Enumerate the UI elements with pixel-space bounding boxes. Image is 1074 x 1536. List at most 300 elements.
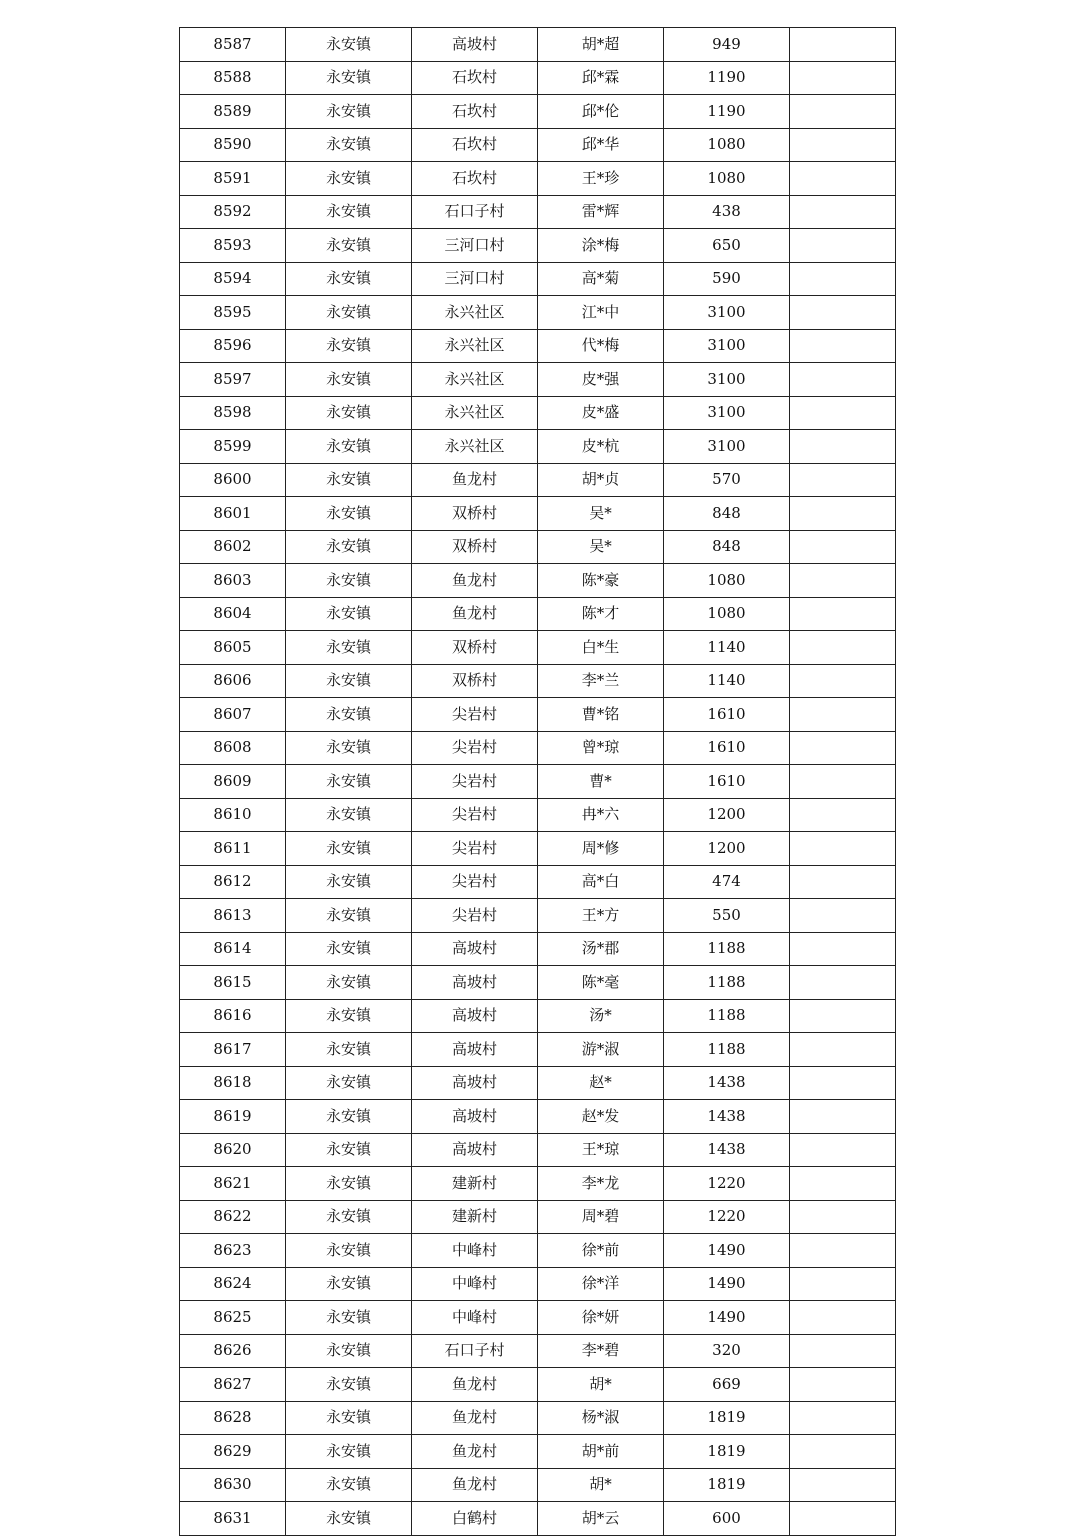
serial-number-cell: 8605 <box>180 631 286 665</box>
village-cell: 鱼龙村 <box>412 1401 538 1435</box>
serial-number-cell: 8606 <box>180 664 286 698</box>
village-cell: 高坡村 <box>412 28 538 62</box>
remark-cell <box>790 899 896 933</box>
serial-number-cell: 8607 <box>180 698 286 732</box>
village-cell: 石口子村 <box>412 195 538 229</box>
name-cell: 陈*才 <box>538 597 664 631</box>
town-cell: 永安镇 <box>286 1200 412 1234</box>
town-cell: 永安镇 <box>286 1468 412 1502</box>
amount-cell: 1200 <box>664 832 790 866</box>
town-cell: 永安镇 <box>286 195 412 229</box>
table-row <box>180 664 896 698</box>
village-cell: 建新村 <box>412 1200 538 1234</box>
remark-cell <box>790 1133 896 1167</box>
remark-cell <box>790 463 896 497</box>
serial-number-cell: 8601 <box>180 497 286 531</box>
remark-cell <box>790 664 896 698</box>
table-row <box>180 1033 896 1067</box>
village-cell: 尖岩村 <box>412 698 538 732</box>
name-cell: 曾*琼 <box>538 731 664 765</box>
name-cell: 汤*郡 <box>538 932 664 966</box>
serial-number-cell: 8611 <box>180 832 286 866</box>
table-row <box>180 899 896 933</box>
village-cell: 石坎村 <box>412 95 538 129</box>
serial-number-cell: 8622 <box>180 1200 286 1234</box>
table-row <box>180 765 896 799</box>
village-cell: 中峰村 <box>412 1267 538 1301</box>
name-cell: 胡*前 <box>538 1435 664 1469</box>
village-cell: 尖岩村 <box>412 899 538 933</box>
table-row <box>180 430 896 464</box>
village-cell: 双桥村 <box>412 530 538 564</box>
name-cell: 曹*铭 <box>538 698 664 732</box>
amount-cell: 1190 <box>664 61 790 95</box>
table-row <box>180 1234 896 1268</box>
serial-number-cell: 8629 <box>180 1435 286 1469</box>
remark-cell <box>790 1334 896 1368</box>
village-cell: 永兴社区 <box>412 329 538 363</box>
serial-number-cell: 8613 <box>180 899 286 933</box>
name-cell: 胡* <box>538 1468 664 1502</box>
amount-cell: 1140 <box>664 631 790 665</box>
town-cell: 永安镇 <box>286 229 412 263</box>
name-cell: 周*修 <box>538 832 664 866</box>
serial-number-cell: 8591 <box>180 162 286 196</box>
town-cell: 永安镇 <box>286 865 412 899</box>
name-cell: 吴* <box>538 497 664 531</box>
village-cell: 永兴社区 <box>412 430 538 464</box>
remark-cell <box>790 262 896 296</box>
table-row <box>180 162 896 196</box>
remark-cell <box>790 1502 896 1536</box>
village-cell: 鱼龙村 <box>412 1468 538 1502</box>
remark-cell <box>790 61 896 95</box>
amount-cell: 1610 <box>664 731 790 765</box>
amount-cell: 1188 <box>664 1033 790 1067</box>
village-cell: 石坎村 <box>412 162 538 196</box>
amount-cell: 3100 <box>664 296 790 330</box>
table-row <box>180 631 896 665</box>
table-row <box>180 396 896 430</box>
serial-number-cell: 8623 <box>180 1234 286 1268</box>
name-cell: 王*琼 <box>538 1133 664 1167</box>
town-cell: 永安镇 <box>286 463 412 497</box>
name-cell: 杨*淑 <box>538 1401 664 1435</box>
town-cell: 永安镇 <box>286 530 412 564</box>
remark-cell <box>790 1468 896 1502</box>
name-cell: 江*中 <box>538 296 664 330</box>
name-cell: 汤* <box>538 999 664 1033</box>
name-cell: 胡*贞 <box>538 463 664 497</box>
name-cell: 游*淑 <box>538 1033 664 1067</box>
serial-number-cell: 8590 <box>180 128 286 162</box>
serial-number-cell: 8589 <box>180 95 286 129</box>
village-cell: 尖岩村 <box>412 731 538 765</box>
serial-number-cell: 8600 <box>180 463 286 497</box>
serial-number-cell: 8631 <box>180 1502 286 1536</box>
name-cell: 冉*六 <box>538 798 664 832</box>
remark-cell <box>790 597 896 631</box>
remark-cell <box>790 363 896 397</box>
table-row <box>180 296 896 330</box>
village-cell: 鱼龙村 <box>412 1368 538 1402</box>
name-cell: 李*碧 <box>538 1334 664 1368</box>
town-cell: 永安镇 <box>286 1267 412 1301</box>
name-cell: 胡*云 <box>538 1502 664 1536</box>
amount-cell: 1438 <box>664 1100 790 1134</box>
table-row <box>180 798 896 832</box>
amount-cell: 1819 <box>664 1468 790 1502</box>
amount-cell: 1490 <box>664 1267 790 1301</box>
amount-cell: 1490 <box>664 1301 790 1335</box>
amount-cell: 1190 <box>664 95 790 129</box>
remark-cell <box>790 95 896 129</box>
name-cell: 皮*杭 <box>538 430 664 464</box>
name-cell: 陈*豪 <box>538 564 664 598</box>
village-cell: 高坡村 <box>412 999 538 1033</box>
town-cell: 永安镇 <box>286 1334 412 1368</box>
serial-number-cell: 8610 <box>180 798 286 832</box>
serial-number-cell: 8618 <box>180 1066 286 1100</box>
village-cell: 尖岩村 <box>412 798 538 832</box>
town-cell: 永安镇 <box>286 932 412 966</box>
village-cell: 中峰村 <box>412 1301 538 1335</box>
amount-cell: 669 <box>664 1368 790 1402</box>
serial-number-cell: 8612 <box>180 865 286 899</box>
remark-cell <box>790 296 896 330</box>
town-cell: 永安镇 <box>286 1502 412 1536</box>
table-row <box>180 966 896 1000</box>
name-cell: 高*菊 <box>538 262 664 296</box>
table-row <box>180 262 896 296</box>
town-cell: 永安镇 <box>286 899 412 933</box>
table-row <box>180 1133 896 1167</box>
name-cell: 吴* <box>538 530 664 564</box>
amount-cell: 1819 <box>664 1435 790 1469</box>
amount-cell: 848 <box>664 530 790 564</box>
table-row <box>180 1401 896 1435</box>
remark-cell <box>790 765 896 799</box>
serial-number-cell: 8614 <box>180 932 286 966</box>
village-cell: 永兴社区 <box>412 296 538 330</box>
amount-cell: 1819 <box>664 1401 790 1435</box>
name-cell: 徐*妍 <box>538 1301 664 1335</box>
remark-cell <box>790 1033 896 1067</box>
town-cell: 永安镇 <box>286 698 412 732</box>
town-cell: 永安镇 <box>286 329 412 363</box>
amount-cell: 848 <box>664 497 790 531</box>
town-cell: 永安镇 <box>286 1401 412 1435</box>
table-row <box>180 1066 896 1100</box>
remark-cell <box>790 329 896 363</box>
town-cell: 永安镇 <box>286 363 412 397</box>
table-row <box>180 497 896 531</box>
remark-cell <box>790 1100 896 1134</box>
remark-cell <box>790 28 896 62</box>
serial-number-cell: 8588 <box>180 61 286 95</box>
table-row <box>180 1435 896 1469</box>
remark-cell <box>790 1435 896 1469</box>
village-cell: 永兴社区 <box>412 396 538 430</box>
remark-cell <box>790 832 896 866</box>
name-cell: 皮*强 <box>538 363 664 397</box>
remark-cell <box>790 1200 896 1234</box>
village-cell: 双桥村 <box>412 497 538 531</box>
table-row <box>180 28 896 62</box>
subsidy-table <box>179 27 896 1536</box>
amount-cell: 3100 <box>664 363 790 397</box>
village-cell: 高坡村 <box>412 1033 538 1067</box>
village-cell: 高坡村 <box>412 1100 538 1134</box>
serial-number-cell: 8599 <box>180 430 286 464</box>
remark-cell <box>790 229 896 263</box>
name-cell: 雷*辉 <box>538 195 664 229</box>
table-row <box>180 1301 896 1335</box>
serial-number-cell: 8603 <box>180 564 286 598</box>
town-cell: 永安镇 <box>286 128 412 162</box>
town-cell: 永安镇 <box>286 1100 412 1134</box>
amount-cell: 438 <box>664 195 790 229</box>
town-cell: 永安镇 <box>286 1133 412 1167</box>
serial-number-cell: 8602 <box>180 530 286 564</box>
table-row <box>180 564 896 598</box>
village-cell: 鱼龙村 <box>412 564 538 598</box>
remark-cell <box>790 564 896 598</box>
village-cell: 石口子村 <box>412 1334 538 1368</box>
remark-cell <box>790 798 896 832</box>
serial-number-cell: 8595 <box>180 296 286 330</box>
amount-cell: 1610 <box>664 765 790 799</box>
town-cell: 永安镇 <box>286 430 412 464</box>
village-cell: 石坎村 <box>412 61 538 95</box>
town-cell: 永安镇 <box>286 1301 412 1335</box>
serial-number-cell: 8604 <box>180 597 286 631</box>
amount-cell: 650 <box>664 229 790 263</box>
table-row <box>180 1502 896 1536</box>
amount-cell: 1438 <box>664 1066 790 1100</box>
amount-cell: 1188 <box>664 966 790 1000</box>
amount-cell: 1220 <box>664 1200 790 1234</box>
town-cell: 永安镇 <box>286 966 412 1000</box>
name-cell: 赵* <box>538 1066 664 1100</box>
remark-cell <box>790 1066 896 1100</box>
amount-cell: 1188 <box>664 932 790 966</box>
name-cell: 涂*梅 <box>538 229 664 263</box>
table-row <box>180 1334 896 1368</box>
remark-cell <box>790 396 896 430</box>
table-row <box>180 865 896 899</box>
remark-cell <box>790 731 896 765</box>
amount-cell: 1220 <box>664 1167 790 1201</box>
serial-number-cell: 8627 <box>180 1368 286 1402</box>
remark-cell <box>790 530 896 564</box>
village-cell: 双桥村 <box>412 664 538 698</box>
table-row <box>180 530 896 564</box>
village-cell: 永兴社区 <box>412 363 538 397</box>
town-cell: 永安镇 <box>286 296 412 330</box>
amount-cell: 949 <box>664 28 790 62</box>
remark-cell <box>790 631 896 665</box>
serial-number-cell: 8587 <box>180 28 286 62</box>
town-cell: 永安镇 <box>286 1234 412 1268</box>
serial-number-cell: 8615 <box>180 966 286 1000</box>
table-row <box>180 999 896 1033</box>
town-cell: 永安镇 <box>286 28 412 62</box>
remark-cell <box>790 195 896 229</box>
remark-cell <box>790 999 896 1033</box>
serial-number-cell: 8626 <box>180 1334 286 1368</box>
amount-cell: 1080 <box>664 597 790 631</box>
village-cell: 高坡村 <box>412 932 538 966</box>
name-cell: 徐*前 <box>538 1234 664 1268</box>
town-cell: 永安镇 <box>286 497 412 531</box>
table-row <box>180 1167 896 1201</box>
table-row <box>180 195 896 229</box>
table-row <box>180 698 896 732</box>
table-row <box>180 731 896 765</box>
table-row <box>180 932 896 966</box>
town-cell: 永安镇 <box>286 731 412 765</box>
amount-cell: 590 <box>664 262 790 296</box>
town-cell: 永安镇 <box>286 1368 412 1402</box>
town-cell: 永安镇 <box>286 564 412 598</box>
serial-number-cell: 8624 <box>180 1267 286 1301</box>
village-cell: 石坎村 <box>412 128 538 162</box>
remark-cell <box>790 1301 896 1335</box>
amount-cell: 1080 <box>664 564 790 598</box>
table-row <box>180 363 896 397</box>
amount-cell: 1200 <box>664 798 790 832</box>
town-cell: 永安镇 <box>286 95 412 129</box>
village-cell: 高坡村 <box>412 1066 538 1100</box>
remark-cell <box>790 698 896 732</box>
name-cell: 王*珍 <box>538 162 664 196</box>
serial-number-cell: 8628 <box>180 1401 286 1435</box>
village-cell: 中峰村 <box>412 1234 538 1268</box>
town-cell: 永安镇 <box>286 1435 412 1469</box>
amount-cell: 1080 <box>664 162 790 196</box>
table-row <box>180 1200 896 1234</box>
serial-number-cell: 8625 <box>180 1301 286 1335</box>
serial-number-cell: 8619 <box>180 1100 286 1134</box>
amount-cell: 320 <box>664 1334 790 1368</box>
village-cell: 双桥村 <box>412 631 538 665</box>
name-cell: 李*龙 <box>538 1167 664 1201</box>
serial-number-cell: 8621 <box>180 1167 286 1201</box>
table-row <box>180 832 896 866</box>
remark-cell <box>790 497 896 531</box>
village-cell: 尖岩村 <box>412 765 538 799</box>
town-cell: 永安镇 <box>286 798 412 832</box>
town-cell: 永安镇 <box>286 162 412 196</box>
remark-cell <box>790 1167 896 1201</box>
village-cell: 鱼龙村 <box>412 463 538 497</box>
amount-cell: 3100 <box>664 396 790 430</box>
name-cell: 李*兰 <box>538 664 664 698</box>
table-row <box>180 61 896 95</box>
town-cell: 永安镇 <box>286 999 412 1033</box>
name-cell: 陈*毫 <box>538 966 664 1000</box>
serial-number-cell: 8593 <box>180 229 286 263</box>
serial-number-cell: 8630 <box>180 1468 286 1502</box>
town-cell: 永安镇 <box>286 396 412 430</box>
amount-cell: 600 <box>664 1502 790 1536</box>
serial-number-cell: 8617 <box>180 1033 286 1067</box>
serial-number-cell: 8609 <box>180 765 286 799</box>
name-cell: 白*生 <box>538 631 664 665</box>
name-cell: 周*碧 <box>538 1200 664 1234</box>
town-cell: 永安镇 <box>286 1033 412 1067</box>
remark-cell <box>790 162 896 196</box>
remark-cell <box>790 865 896 899</box>
name-cell: 胡*超 <box>538 28 664 62</box>
town-cell: 永安镇 <box>286 262 412 296</box>
serial-number-cell: 8594 <box>180 262 286 296</box>
town-cell: 永安镇 <box>286 664 412 698</box>
amount-cell: 1080 <box>664 128 790 162</box>
amount-cell: 1438 <box>664 1133 790 1167</box>
amount-cell: 474 <box>664 865 790 899</box>
serial-number-cell: 8597 <box>180 363 286 397</box>
town-cell: 永安镇 <box>286 61 412 95</box>
remark-cell <box>790 966 896 1000</box>
village-cell: 建新村 <box>412 1167 538 1201</box>
amount-cell: 1140 <box>664 664 790 698</box>
name-cell: 高*白 <box>538 865 664 899</box>
table-row <box>180 1100 896 1134</box>
village-cell: 尖岩村 <box>412 832 538 866</box>
amount-cell: 570 <box>664 463 790 497</box>
name-cell: 胡* <box>538 1368 664 1402</box>
name-cell: 代*梅 <box>538 329 664 363</box>
name-cell: 邱*华 <box>538 128 664 162</box>
remark-cell <box>790 128 896 162</box>
table-row <box>180 128 896 162</box>
amount-cell: 1490 <box>664 1234 790 1268</box>
town-cell: 永安镇 <box>286 1066 412 1100</box>
table-body <box>180 28 896 1536</box>
village-cell: 鱼龙村 <box>412 1435 538 1469</box>
table-row <box>180 1468 896 1502</box>
remark-cell <box>790 932 896 966</box>
amount-cell: 3100 <box>664 329 790 363</box>
town-cell: 永安镇 <box>286 631 412 665</box>
village-cell: 三河口村 <box>412 229 538 263</box>
name-cell: 皮*盛 <box>538 396 664 430</box>
name-cell: 邱*霖 <box>538 61 664 95</box>
remark-cell <box>790 1368 896 1402</box>
table-row <box>180 229 896 263</box>
village-cell: 尖岩村 <box>412 865 538 899</box>
table-row <box>180 1267 896 1301</box>
amount-cell: 550 <box>664 899 790 933</box>
serial-number-cell: 8608 <box>180 731 286 765</box>
remark-cell <box>790 1234 896 1268</box>
serial-number-cell: 8616 <box>180 999 286 1033</box>
name-cell: 王*方 <box>538 899 664 933</box>
village-cell: 高坡村 <box>412 966 538 1000</box>
amount-cell: 1188 <box>664 999 790 1033</box>
name-cell: 徐*洋 <box>538 1267 664 1301</box>
table-row <box>180 597 896 631</box>
name-cell: 赵*发 <box>538 1100 664 1134</box>
village-cell: 高坡村 <box>412 1133 538 1167</box>
amount-cell: 3100 <box>664 430 790 464</box>
serial-number-cell: 8620 <box>180 1133 286 1167</box>
village-cell: 白鹤村 <box>412 1502 538 1536</box>
serial-number-cell: 8592 <box>180 195 286 229</box>
table-row <box>180 329 896 363</box>
